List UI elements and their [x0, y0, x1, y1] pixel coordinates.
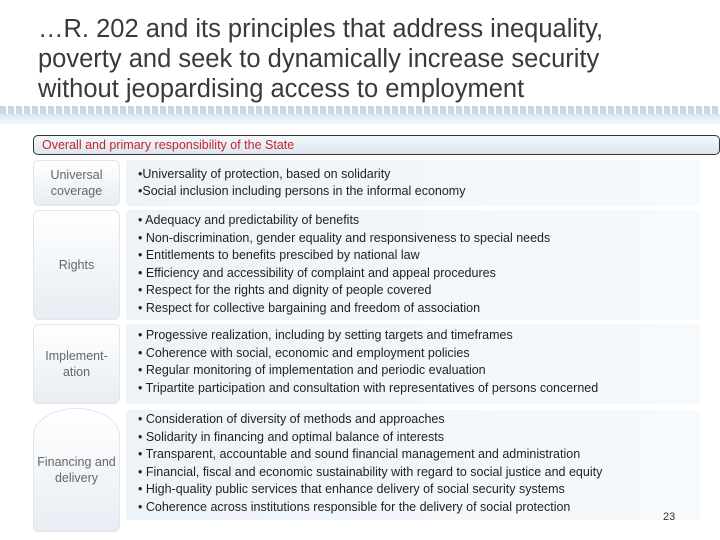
category-label: Rights [58, 258, 95, 272]
bullet-item: •Universality of protection, based on solidarity [138, 167, 391, 181]
bullet-item: • Tripartite participation and consultation with representatives of persons concerned [138, 380, 599, 395]
bullet-item: • Efficiency and accessibility of complaint and appeal procedures [138, 265, 496, 280]
bullet-item: • Solidarity in financing and optimal balance of interests [138, 429, 444, 444]
bullet-item: • Progessive realization, including by setting targets and timeframes [138, 328, 513, 342]
bullet-item: • Financial, fiscal and economic sustainability with regard to social justice and equity [138, 464, 603, 479]
category-financing-and-delivery [33, 408, 120, 532]
bullet-item: • Non-discrimination, gender equality and responsiveness to special needs [138, 230, 551, 245]
bullet-item: • Consideration of diversity of methods and approaches [138, 412, 445, 426]
header-band [0, 114, 720, 124]
bullet-item: •Social inclusion including persons in the informal economy [138, 184, 466, 198]
category-label: Implement-ation [45, 349, 108, 379]
bullet-item: • Respect for collective bargaining and freedom of association [138, 300, 481, 315]
bullet-item: • Transparent, accountable and sound financial management and administration [138, 447, 581, 462]
bullet-list-financing-and-delivery [138, 411, 602, 517]
primary-responsibility-banner: Overall and primary responsibility of the State [33, 135, 720, 155]
title-divider [0, 106, 720, 114]
bullet-item: • Coherence across institutions responsible for the delivery of social protection [138, 499, 571, 514]
bullet-item: • Respect for the rights and dignity of people covered [138, 283, 432, 298]
bullet-item: • Coherence with social, economic and employment policies [138, 345, 470, 360]
category-implementation [33, 324, 120, 404]
page-number: 23 [663, 511, 676, 523]
bullet-list-implementation [138, 327, 598, 397]
bullet-list-universal-coverage [138, 166, 465, 200]
category-rights [33, 210, 120, 320]
category-universal-coverage [33, 160, 120, 206]
slide-title: …R. 202 and its principles that address inequality, poverty and seek to dynamically increase security without jeopardising access to employment [38, 15, 604, 103]
bullet-item: • Regular monitoring of implementation and periodic evaluation [138, 363, 486, 378]
bullet-item: • Entitlements to benefits prescibed by national law [138, 248, 420, 263]
bullet-item: • High-quality public services that enhance delivery of social security systems [138, 482, 565, 497]
bullet-list-rights [138, 212, 550, 318]
bullet-item: • Adequacy and predictability of benefits [138, 213, 360, 227]
category-label: Financing and delivery [37, 455, 116, 485]
category-label: Universal coverage [50, 168, 103, 198]
